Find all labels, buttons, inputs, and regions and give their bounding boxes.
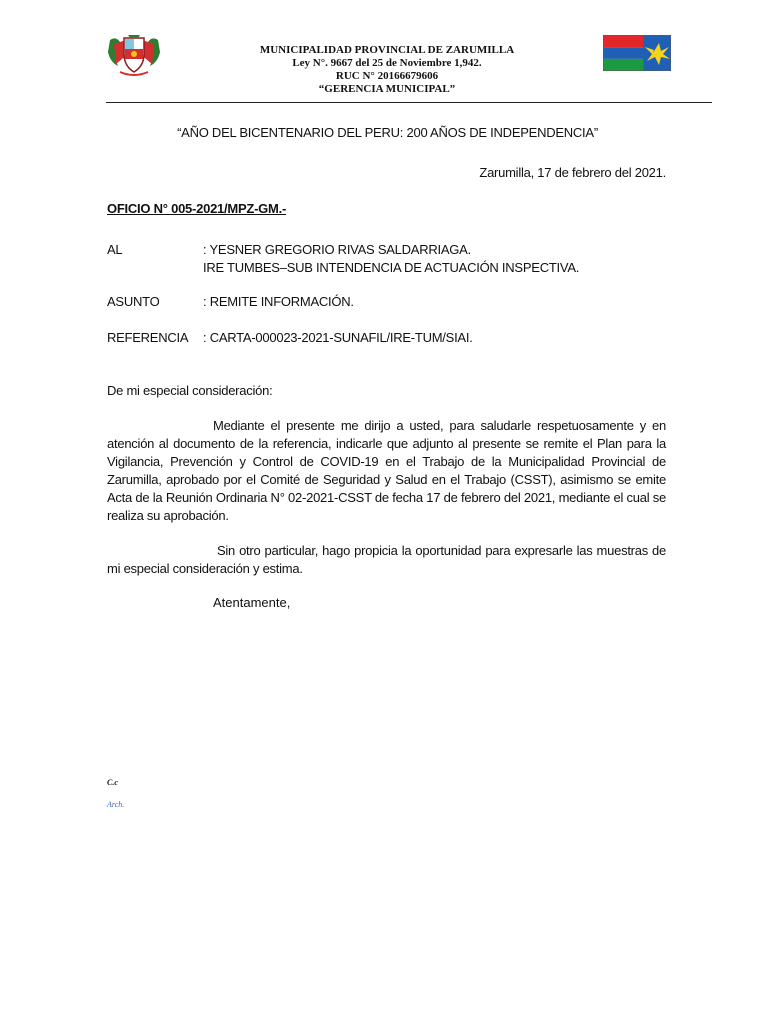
reference-value: : CARTA-000023-2021-SUNAFIL/IRE-TUM/SIAI.: [203, 330, 473, 345]
reference-label: REFERENCIA: [107, 330, 189, 345]
oficio-number: OFICIO N° 005-2021/MPZ-GM.-: [107, 201, 287, 216]
office-name: “GERENCIA MUNICIPAL”: [318, 83, 456, 95]
law-reference: Ley N°. 9667 del 25 de Noviembre 1,942.: [292, 57, 482, 69]
recipient-value: [203, 241, 579, 277]
carbon-copy-label: C.c: [107, 778, 118, 787]
subject-label: ASUNTO: [107, 294, 160, 309]
body-paragraph-1: [107, 417, 666, 525]
municipality-name: MUNICIPALIDAD PROVINCIAL DE ZARUMILLA: [259, 44, 515, 56]
reference-field: [107, 329, 707, 347]
header-divider: [106, 102, 712, 103]
recipient-name: : YESNER GREGORIO RIVAS SALDARRIAGA.: [203, 242, 471, 257]
body-paragraph-2: [107, 542, 666, 578]
closing-salutation: Atentamente,: [213, 595, 291, 610]
zarumilla-flag-icon: [603, 35, 671, 71]
recipient-field: [107, 241, 707, 277]
greeting: De mi especial consideración:: [107, 383, 273, 398]
letterhead: [0, 0, 768, 106]
letter-date: Zarumilla, 17 de febrero del 2021.: [479, 165, 666, 180]
peru-coat-of-arms-icon: [106, 34, 162, 78]
letterhead-text: [180, 44, 594, 96]
recipient-label: AL: [107, 242, 123, 257]
body-paragraph-2-text: Sin otro particular, hago propicia la oportunidad para expresarle las muestras de mi especial consideración y estima.: [107, 543, 666, 576]
body-paragraph-1-text: Mediante el presente me dirijo a usted, para saludarle respetuosamente y en atención al documento de la referencia, indicarle que adjunto al presente se remite el Plan para la Vigilancia, Prevención y Control de COVID-19 en el Trabajo de la Municipalidad Provincial de Zarumilla, aprobado por el Comité de Seguridad y Salud en el Trabajo (CSST), asimismo se emite Acta de la Reunión Ordinaria N° 02-2021-CSST de fecha 17 de febrero del 2021, mediante el cual se realiza su aprobación.: [107, 418, 666, 523]
archive-label: Arch.: [107, 800, 125, 809]
recipient-office: IRE TUMBES–SUB INTENDENCIA DE ACTUACIÓN INSPECTIVA.: [203, 260, 580, 275]
ruc-number: RUC N° 20166679606: [335, 70, 439, 82]
subject-field: [107, 293, 707, 311]
year-motto: “AÑO DEL BICENTENARIO DEL PERU: 200 AÑOS DE INDEPENDENCIA”: [177, 125, 598, 140]
subject-value: : REMITE INFORMACIÓN.: [203, 294, 354, 309]
